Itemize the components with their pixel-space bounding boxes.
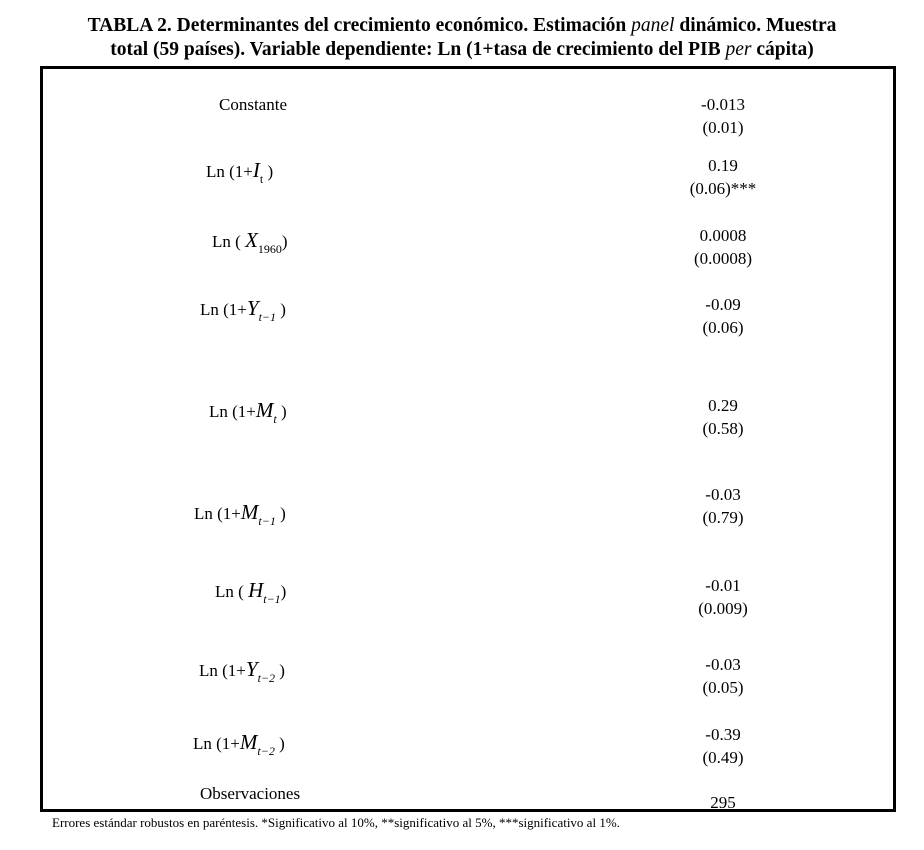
variable-symbol: I (252, 158, 260, 182)
close-paren: ) (280, 402, 287, 421)
variable-symbol: Y (245, 657, 258, 681)
row-values-ln-y-t2 (623, 653, 823, 699)
title-text: total (59 países). Variable dependiente: Ln (1+tasa de crecimiento del PIB (110, 39, 726, 60)
observations-value: 295 (710, 793, 736, 812)
variable-subscript: t−2 (257, 744, 275, 758)
standard-error: (0.06)*** (689, 179, 757, 198)
row-label-ln-m-t (209, 398, 287, 426)
row-values-ln-i (623, 154, 823, 200)
coefficient: -0.013 (701, 95, 745, 114)
open-paren: ( (238, 582, 244, 601)
row-values-ln-x1960 (623, 224, 823, 270)
close-paren: ) (267, 162, 274, 181)
table-title (0, 14, 924, 62)
close-paren: ) (280, 300, 286, 319)
open-paren: (1+ (222, 661, 246, 680)
open-paren: (1+ (217, 504, 241, 523)
variable-symbol: X (245, 228, 258, 252)
title-italic-text: per (725, 39, 752, 60)
close-paren: ) (280, 582, 287, 601)
ln-text: Ln (199, 661, 218, 680)
variable-symbol: H (248, 578, 264, 602)
open-paren: (1+ (223, 300, 247, 319)
row-label-ln-y-t1 (200, 296, 286, 324)
coefficient: 0.29 (708, 396, 738, 415)
coefficient: 0.0008 (699, 226, 747, 245)
title-text: cápita) (751, 39, 814, 60)
standard-error: (0.58) (702, 419, 744, 438)
standard-error: (0.49) (702, 748, 744, 767)
row-label-ln-i (206, 158, 274, 186)
open-paren: (1+ (216, 734, 240, 753)
variable-subscript: 1960 (257, 242, 282, 256)
coefficient: -0.39 (705, 725, 741, 744)
title-line-1 (0, 14, 924, 38)
standard-error: (0.0008) (693, 249, 753, 268)
close-paren: ) (280, 504, 286, 523)
footnote: Errores estándar robustos en paréntesis. *Significativo al 10%, **significativo al 5%, ***significativo al 1%. (52, 815, 620, 830)
variable-subscript: t (259, 172, 264, 186)
variable-subscript: t−1 (258, 514, 276, 528)
title-italic-text: panel (631, 15, 675, 36)
ln-text: Ln (212, 232, 231, 251)
results-table (40, 66, 896, 812)
close-paren: ) (281, 232, 288, 251)
ln-text: Ln (209, 402, 228, 421)
title-line-2 (0, 38, 924, 62)
ln-text: Ln (206, 162, 225, 181)
coefficient: -0.01 (705, 576, 741, 595)
ln-text: Ln (215, 582, 234, 601)
row-label-ln-m-t1 (194, 500, 286, 528)
row-label-constante: Constante (219, 95, 287, 114)
variable-symbol: M (240, 500, 259, 524)
row-values-ln-h-t1 (623, 574, 823, 620)
row-values-ln-m-t1 (623, 483, 823, 529)
open-paren: ( (235, 232, 241, 251)
variable-subscript: t−1 (263, 592, 281, 606)
coefficient: -0.03 (705, 485, 741, 504)
standard-error: (0.009) (698, 599, 748, 618)
coefficient: -0.03 (705, 655, 741, 674)
ln-text: Ln (200, 300, 219, 319)
coefficient: -0.09 (705, 295, 741, 314)
close-paren: ) (279, 661, 285, 680)
standard-error: (0.05) (702, 678, 744, 697)
ln-text: Ln (194, 504, 213, 523)
close-paren: ) (279, 734, 285, 753)
row-label-ln-h-t1 (215, 578, 287, 606)
row-values-ln-m-t (623, 394, 823, 440)
standard-error: (0.06) (702, 318, 744, 337)
row-values-constante (623, 93, 823, 139)
standard-error: (0.79) (702, 508, 744, 527)
title-text: TABLA 2. Determinantes del crecimiento económico. Estimación (87, 15, 632, 36)
open-paren: (1+ (232, 402, 256, 421)
ln-text: Ln (193, 734, 212, 753)
variable-subscript: t−1 (258, 310, 277, 324)
variable-subscript: t (273, 412, 277, 426)
row-label-observaciones: Observaciones (200, 784, 301, 803)
row-label-ln-x1960 (212, 228, 288, 256)
standard-error: (0.01) (702, 118, 744, 137)
variable-symbol: Y (246, 296, 259, 320)
variable-symbol: M (255, 398, 274, 422)
variable-subscript: t−2 (257, 671, 276, 685)
open-paren: (1+ (229, 162, 253, 181)
row-values-ln-y-t1 (623, 293, 823, 339)
variable-symbol: M (239, 730, 258, 754)
row-values-ln-m-t2 (623, 723, 823, 769)
row-label-ln-m-t2 (193, 730, 285, 758)
row-label-ln-y-t2 (199, 657, 285, 685)
title-text: dinámico. Muestra (674, 15, 837, 36)
coefficient: 0.19 (708, 156, 738, 175)
